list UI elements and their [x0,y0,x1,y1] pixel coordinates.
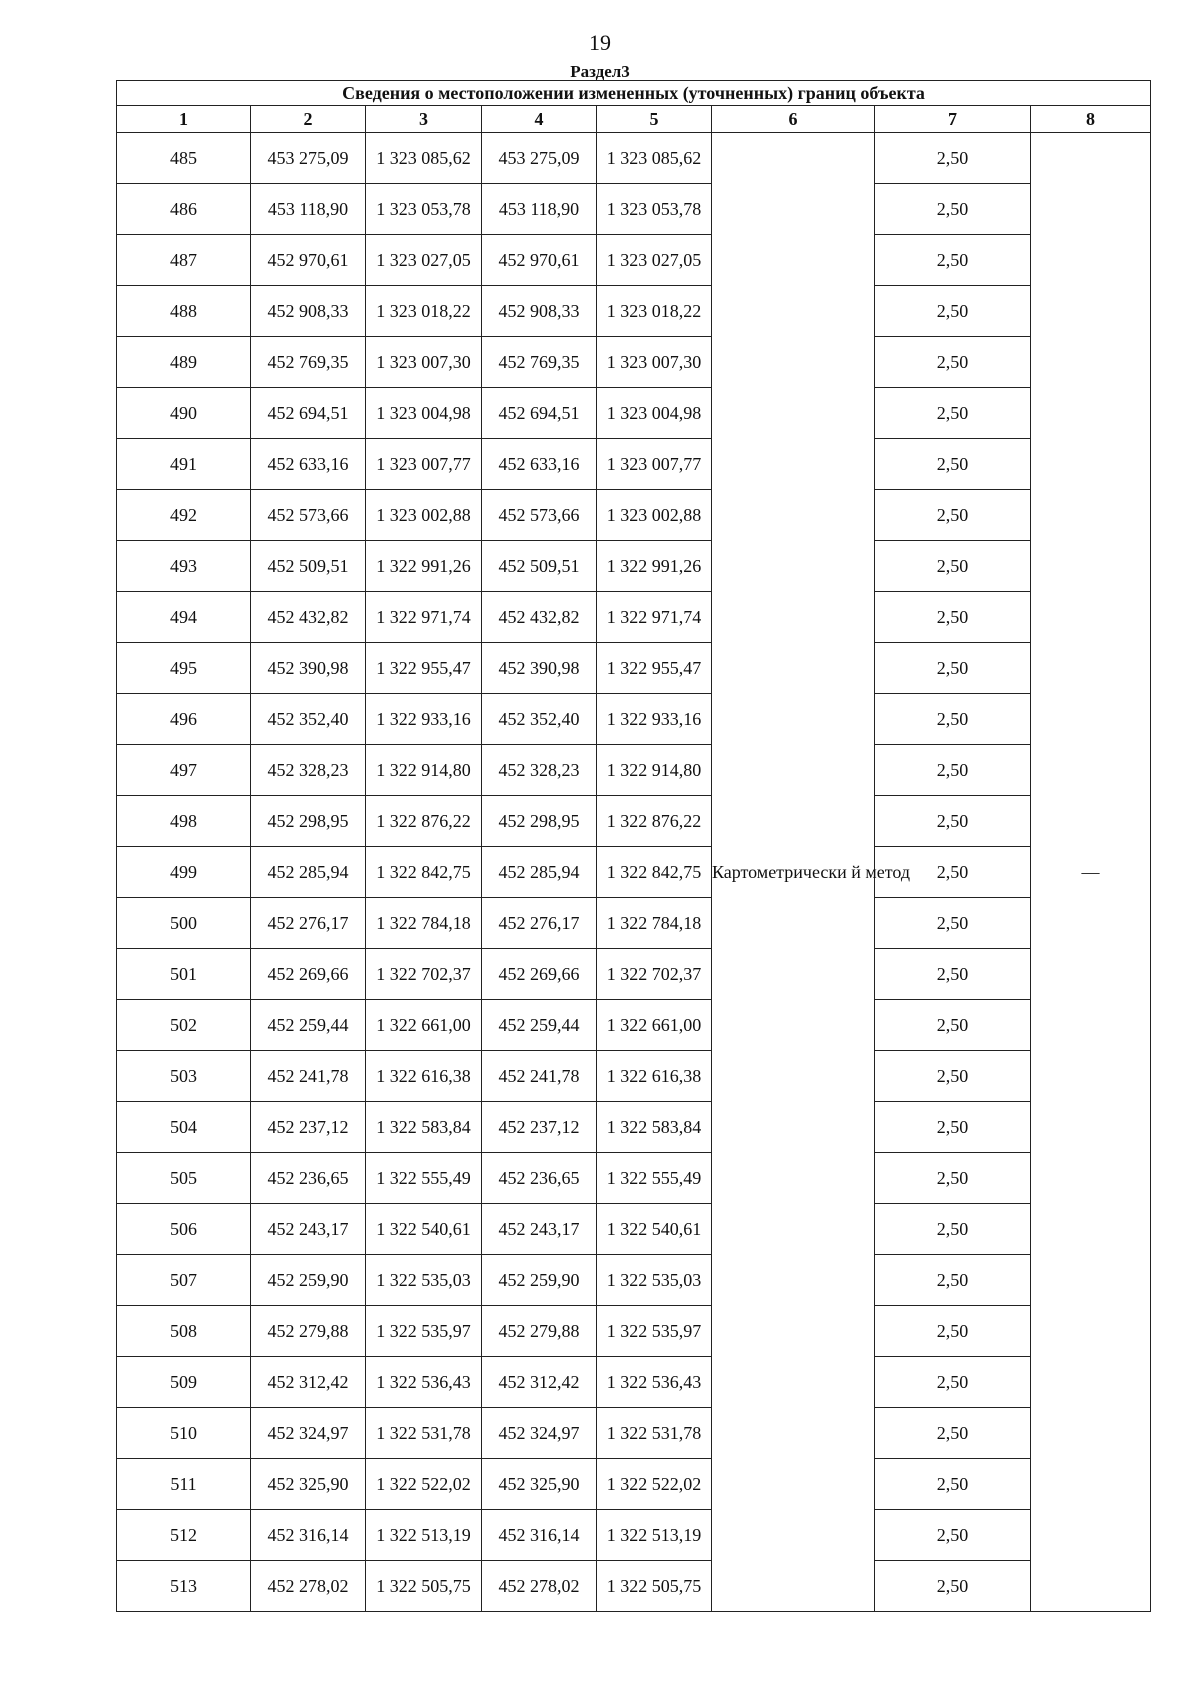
cell-col3: 1 322 555,49 [366,1153,482,1204]
cell-col3: 1 322 513,19 [366,1510,482,1561]
cell-col2: 453 275,09 [251,133,366,184]
cell-col2: 452 276,17 [251,898,366,949]
table-row [117,235,1151,286]
cell-col5: 1 322 661,00 [597,1000,712,1051]
accuracy-cell: 2,50 [875,541,1031,592]
point-number-cell: 506 [117,1204,251,1255]
table-row [117,1051,1151,1102]
point-number-cell: 500 [117,898,251,949]
column-header-8: 8 [1031,106,1151,133]
cell-col4: 452 509,51 [482,541,597,592]
cell-col5: 1 322 876,22 [597,796,712,847]
accuracy-cell: 2,50 [875,1459,1031,1510]
cell-col2: 453 118,90 [251,184,366,235]
cell-col5: 1 323 004,98 [597,388,712,439]
cell-col3: 1 323 007,30 [366,337,482,388]
cell-col5: 1 322 505,75 [597,1561,712,1612]
point-number-cell: 498 [117,796,251,847]
cell-col3: 1 323 027,05 [366,235,482,286]
cell-col4: 453 275,09 [482,133,597,184]
point-number-cell: 504 [117,1102,251,1153]
accuracy-cell: 2,50 [875,1153,1031,1204]
cell-col5: 1 322 914,80 [597,745,712,796]
cell-col2: 452 241,78 [251,1051,366,1102]
accuracy-cell: 2,50 [875,694,1031,745]
point-number-cell: 485 [117,133,251,184]
cell-col2: 452 236,65 [251,1153,366,1204]
table-row [117,643,1151,694]
cell-col2: 452 432,82 [251,592,366,643]
cell-col2: 452 259,90 [251,1255,366,1306]
cell-col4: 452 259,90 [482,1255,597,1306]
table-row [117,1102,1151,1153]
point-number-cell: 501 [117,949,251,1000]
accuracy-cell: 2,50 [875,133,1031,184]
table-row [117,1357,1151,1408]
page-number: 19 [589,30,611,55]
table-row [117,1561,1151,1612]
accuracy-cell: 2,50 [875,184,1031,235]
cell-col4: 452 633,16 [482,439,597,490]
point-number-cell: 508 [117,1306,251,1357]
method-cell: Картометрически й метод [712,133,875,1612]
cell-col5: 1 322 971,74 [597,592,712,643]
table-row [117,541,1151,592]
cell-col5: 1 322 583,84 [597,1102,712,1153]
cell-col3: 1 323 085,62 [366,133,482,184]
cell-col5: 1 322 540,61 [597,1204,712,1255]
accuracy-cell: 2,50 [875,388,1031,439]
table-row [117,796,1151,847]
cell-col2: 452 237,12 [251,1102,366,1153]
accuracy-cell: 2,50 [875,337,1031,388]
cell-col5: 1 323 007,30 [597,337,712,388]
cell-col4: 452 237,12 [482,1102,597,1153]
cell-col5: 1 322 784,18 [597,898,712,949]
cell-col3: 1 322 536,43 [366,1357,482,1408]
point-number-cell: 486 [117,184,251,235]
cell-col5: 1 323 085,62 [597,133,712,184]
cell-col5: 1 322 522,02 [597,1459,712,1510]
cell-col3: 1 322 971,74 [366,592,482,643]
col8-cell: — [1031,133,1151,1612]
table-row [117,1459,1151,1510]
table-row [117,1204,1151,1255]
column-header-5: 5 [597,106,712,133]
cell-col4: 452 970,61 [482,235,597,286]
accuracy-cell: 2,50 [875,949,1031,1000]
cell-col2: 452 259,44 [251,1000,366,1051]
cell-col4: 452 769,35 [482,337,597,388]
cell-col4: 452 278,02 [482,1561,597,1612]
cell-col2: 452 298,95 [251,796,366,847]
cell-col5: 1 323 053,78 [597,184,712,235]
accuracy-cell: 2,50 [875,745,1031,796]
cell-col5: 1 322 535,03 [597,1255,712,1306]
point-number-cell: 507 [117,1255,251,1306]
point-number-cell: 489 [117,337,251,388]
column-header-1: 1 [117,106,251,133]
point-number-cell: 493 [117,541,251,592]
accuracy-cell: 2,50 [875,1306,1031,1357]
cell-col4: 452 243,17 [482,1204,597,1255]
cell-col2: 452 279,88 [251,1306,366,1357]
cell-col4: 452 259,44 [482,1000,597,1051]
cell-col2: 452 285,94 [251,847,366,898]
cell-col2: 452 573,66 [251,490,366,541]
cell-col5: 1 322 616,38 [597,1051,712,1102]
cell-col4: 452 276,17 [482,898,597,949]
cell-col3: 1 322 933,16 [366,694,482,745]
boundary-coordinates-table [116,80,1151,1612]
cell-col4: 452 279,88 [482,1306,597,1357]
cell-col5: 1 322 536,43 [597,1357,712,1408]
cell-col4: 452 328,23 [482,745,597,796]
cell-col4: 452 316,14 [482,1510,597,1561]
point-number-cell: 503 [117,1051,251,1102]
point-number-cell: 488 [117,286,251,337]
cell-col2: 452 908,33 [251,286,366,337]
cell-col4: 452 324,97 [482,1408,597,1459]
cell-col2: 452 694,51 [251,388,366,439]
point-number-cell: 494 [117,592,251,643]
cell-col3: 1 322 784,18 [366,898,482,949]
cell-col2: 452 278,02 [251,1561,366,1612]
table-row [117,439,1151,490]
accuracy-cell: 2,50 [875,439,1031,490]
accuracy-cell: 2,50 [875,1204,1031,1255]
cell-col3: 1 322 583,84 [366,1102,482,1153]
cell-col4: 452 694,51 [482,388,597,439]
cell-col5: 1 323 027,05 [597,235,712,286]
cell-col3: 1 322 876,22 [366,796,482,847]
point-number-cell: 495 [117,643,251,694]
cell-col2: 452 390,98 [251,643,366,694]
cell-col4: 452 432,82 [482,592,597,643]
cell-col4: 452 285,94 [482,847,597,898]
cell-col4: 452 352,40 [482,694,597,745]
point-number-cell: 510 [117,1408,251,1459]
accuracy-cell: 2,50 [875,235,1031,286]
table-row [117,745,1151,796]
table-row [117,847,1151,898]
point-number-cell: 497 [117,745,251,796]
cell-col3: 1 322 535,03 [366,1255,482,1306]
cell-col5: 1 323 018,22 [597,286,712,337]
accuracy-cell: 2,50 [875,490,1031,541]
table-row [117,490,1151,541]
cell-col4: 452 908,33 [482,286,597,337]
column-header-2: 2 [251,106,366,133]
cell-col4: 452 573,66 [482,490,597,541]
cell-col2: 452 269,66 [251,949,366,1000]
point-number-cell: 499 [117,847,251,898]
table-row [117,1153,1151,1204]
cell-col5: 1 322 842,75 [597,847,712,898]
cell-col4: 452 269,66 [482,949,597,1000]
cell-col5: 1 322 955,47 [597,643,712,694]
cell-col4: 452 312,42 [482,1357,597,1408]
table-row [117,694,1151,745]
cell-col4: 452 298,95 [482,796,597,847]
cell-col5: 1 322 702,37 [597,949,712,1000]
table-row [117,184,1151,235]
point-number-cell: 492 [117,490,251,541]
accuracy-cell: 2,50 [875,643,1031,694]
cell-col5: 1 323 002,88 [597,490,712,541]
cell-col3: 1 322 955,47 [366,643,482,694]
cell-col3: 1 323 004,98 [366,388,482,439]
accuracy-cell: 2,50 [875,1000,1031,1051]
accuracy-cell: 2,50 [875,1357,1031,1408]
table-row [117,592,1151,643]
cell-col2: 452 316,14 [251,1510,366,1561]
cell-col3: 1 322 616,38 [366,1051,482,1102]
accuracy-cell: 2,50 [875,1255,1031,1306]
cell-col2: 452 243,17 [251,1204,366,1255]
table-row [117,1408,1151,1459]
cell-col5: 1 322 535,97 [597,1306,712,1357]
table-caption: Сведения о местоположении измененных (уточненных) границ объекта [117,81,1151,106]
accuracy-cell: 2,50 [875,1561,1031,1612]
point-number-cell: 496 [117,694,251,745]
point-number-cell: 513 [117,1561,251,1612]
cell-col3: 1 322 540,61 [366,1204,482,1255]
table-row [117,337,1151,388]
cell-col3: 1 322 522,02 [366,1459,482,1510]
table-row [117,1306,1151,1357]
point-number-cell: 491 [117,439,251,490]
table-row [117,1510,1151,1561]
accuracy-cell: 2,50 [875,847,1031,898]
cell-col2: 452 633,16 [251,439,366,490]
point-number-cell: 505 [117,1153,251,1204]
cell-col5: 1 322 991,26 [597,541,712,592]
cell-col2: 452 509,51 [251,541,366,592]
table-row [117,286,1151,337]
cell-col3: 1 323 002,88 [366,490,482,541]
cell-col2: 452 325,90 [251,1459,366,1510]
cell-col4: 452 236,65 [482,1153,597,1204]
point-number-cell: 487 [117,235,251,286]
point-number-cell: 511 [117,1459,251,1510]
cell-col3: 1 322 535,97 [366,1306,482,1357]
column-header-3: 3 [366,106,482,133]
cell-col5: 1 322 513,19 [597,1510,712,1561]
cell-col3: 1 322 991,26 [366,541,482,592]
column-header-7: 7 [875,106,1031,133]
cell-col2: 452 324,97 [251,1408,366,1459]
table-row [117,133,1151,184]
cell-col3: 1 323 018,22 [366,286,482,337]
accuracy-cell: 2,50 [875,1102,1031,1153]
accuracy-cell: 2,50 [875,286,1031,337]
accuracy-cell: 2,50 [875,796,1031,847]
cell-col5: 1 323 007,77 [597,439,712,490]
cell-col4: 452 325,90 [482,1459,597,1510]
cell-col3: 1 322 914,80 [366,745,482,796]
column-header-4: 4 [482,106,597,133]
table-row [117,898,1151,949]
point-number-cell: 512 [117,1510,251,1561]
accuracy-cell: 2,50 [875,1510,1031,1561]
accuracy-cell: 2,50 [875,592,1031,643]
cell-col3: 1 322 702,37 [366,949,482,1000]
cell-col5: 1 322 531,78 [597,1408,712,1459]
cell-col5: 1 322 555,49 [597,1153,712,1204]
table-row [117,388,1151,439]
point-number-cell: 509 [117,1357,251,1408]
cell-col4: 453 118,90 [482,184,597,235]
cell-col2: 452 769,35 [251,337,366,388]
table-row [117,949,1151,1000]
section-title: Раздел3 [570,62,630,81]
accuracy-cell: 2,50 [875,1051,1031,1102]
cell-col3: 1 323 007,77 [366,439,482,490]
cell-col3: 1 322 842,75 [366,847,482,898]
cell-col4: 452 241,78 [482,1051,597,1102]
table-row [117,1000,1151,1051]
cell-col3: 1 322 661,00 [366,1000,482,1051]
cell-col4: 452 390,98 [482,643,597,694]
cell-col2: 452 352,40 [251,694,366,745]
accuracy-cell: 2,50 [875,1408,1031,1459]
cell-col3: 1 322 505,75 [366,1561,482,1612]
cell-col2: 452 970,61 [251,235,366,286]
cell-col3: 1 322 531,78 [366,1408,482,1459]
accuracy-cell: 2,50 [875,898,1031,949]
column-header-6: 6 [712,106,875,133]
cell-col3: 1 323 053,78 [366,184,482,235]
cell-col2: 452 312,42 [251,1357,366,1408]
cell-col5: 1 322 933,16 [597,694,712,745]
cell-col2: 452 328,23 [251,745,366,796]
point-number-cell: 490 [117,388,251,439]
point-number-cell: 502 [117,1000,251,1051]
table-row [117,1255,1151,1306]
